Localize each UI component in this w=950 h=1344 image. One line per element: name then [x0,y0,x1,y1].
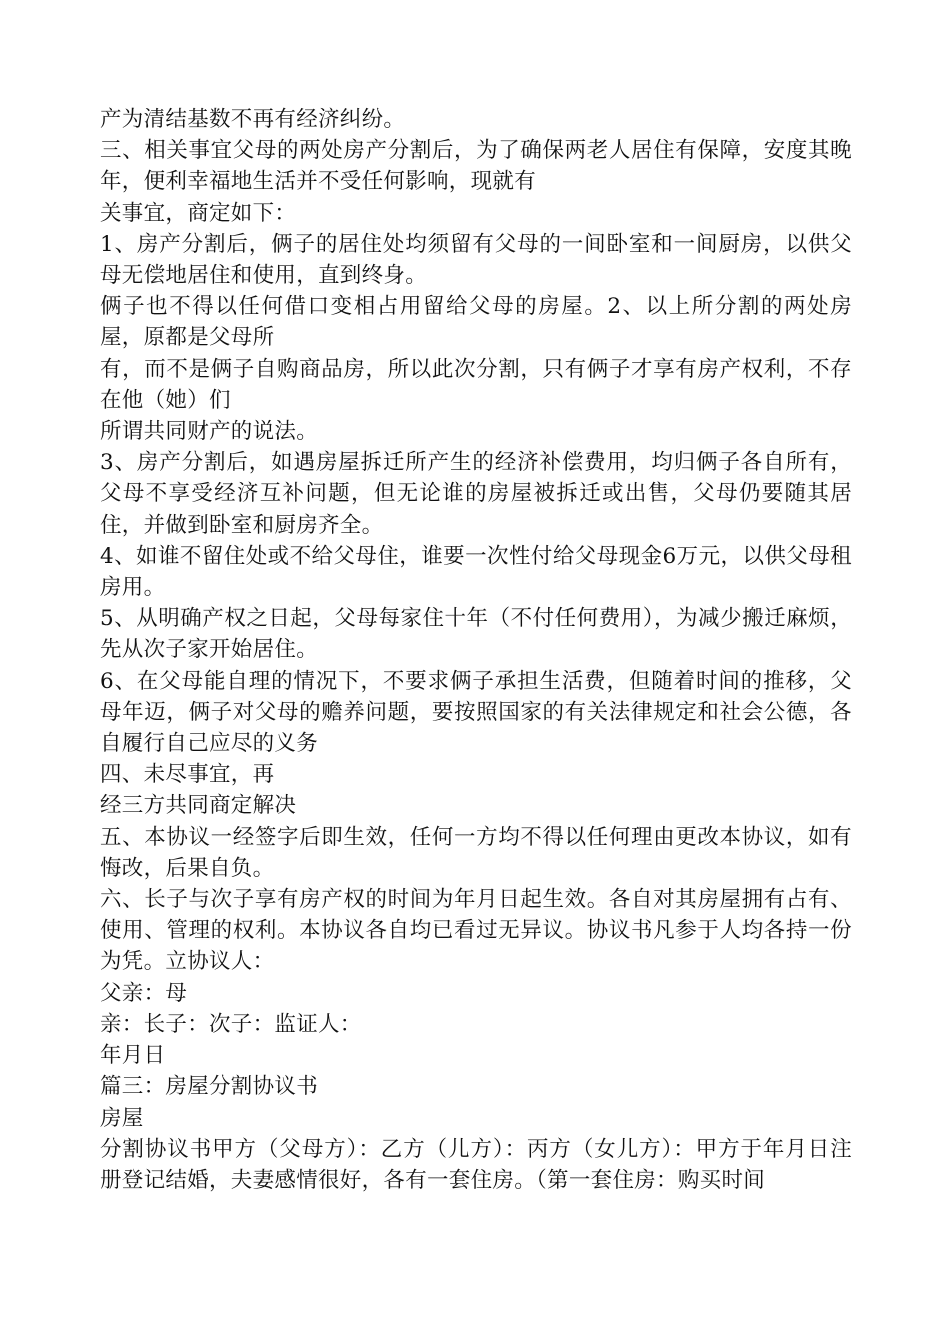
paragraph: 分割协议书甲方（父母方）：乙方（儿方）：丙方（女儿方）：甲方于年月日注册登记结婚，夫妻感情很好，各有一套住房。（第一套住房：购买时间 [100,1136,852,1193]
paragraph: 五、本协议一经签字后即生效，任何一方均不得以任何理由更改本协议，如有悔改，后果自负。 [100,824,852,881]
paragraph: 产为清结基数不再有经济纠纷。 [100,107,406,132]
paragraph: 6、在父母能自理的情况下，不要求俩子承担生活费，但随着时间的推移，父母年迈，俩子对父母的赡养问题，要按照国家的有关法律规定和社会公德，各自履行自己应尽的义务 [100,668,852,757]
paragraph: 3、房产分割后，如遇房屋拆迁所产生的经济补偿费用，均归俩子各自所有，父母不享受经济互补问题，但无论谁的房屋被拆迁或出售，父母仍要随其居住，并做到卧室和厨房齐全。 [100,450,852,538]
section-heading: 篇三：房屋分割协议书 [100,1074,319,1100]
paragraph: 三、相关事宜父母的两处房产分割后，为了确保两老人居住有保障，安度其晚年，便利幸福地生活并不受任何影响，现就有 [100,138,852,195]
paragraph: 1、房产分割后，俩子的居住处均须留有父母的一间卧室和一间厨房，以供父母无偿地居住和使用，直到终身。 [100,231,852,289]
paragraph: 所谓共同财产的说法。 [100,419,319,445]
paragraph: 六、长子与次子享有房产权的时间为年月日起生效。各自对其房屋拥有占有、使用、管理的权利。本协议各自均已看过无异议。协议书凡参于人均各持一份为凭。立协议人： [100,887,852,975]
document-body [100,104,852,1196]
paragraph: 5、从明确产权之日起，父母每家住十年（不付任何费用），为减少搬迁麻烦，先从次子家开始居住。 [100,606,852,663]
paragraph: 有，而不是俩子自购商品房，所以此次分割，只有俩子才享有房产权利，不存在他（她）们 [100,356,852,413]
paragraph: 亲：长子：次子：监证人： [100,1011,362,1037]
paragraph: 4、如谁不留住处或不给父母住，谁要一次性付给父母现金6万元，以供父母租房用。 [100,543,852,601]
paragraph: 年月日 [100,1043,166,1069]
paragraph: 俩子也不得以任何借口变相占用留给父母的房屋。2、以上所分割的两处房屋，原都是父母所 [100,294,852,351]
paragraph: 四、未尽事宜，再 [100,762,275,788]
paragraph: 关事宜，商定如下： [100,200,297,226]
paragraph: 经三方共同商定解决 [100,793,297,819]
paragraph: 父亲：母 [100,980,188,1006]
paragraph: 房屋 [100,1105,144,1131]
